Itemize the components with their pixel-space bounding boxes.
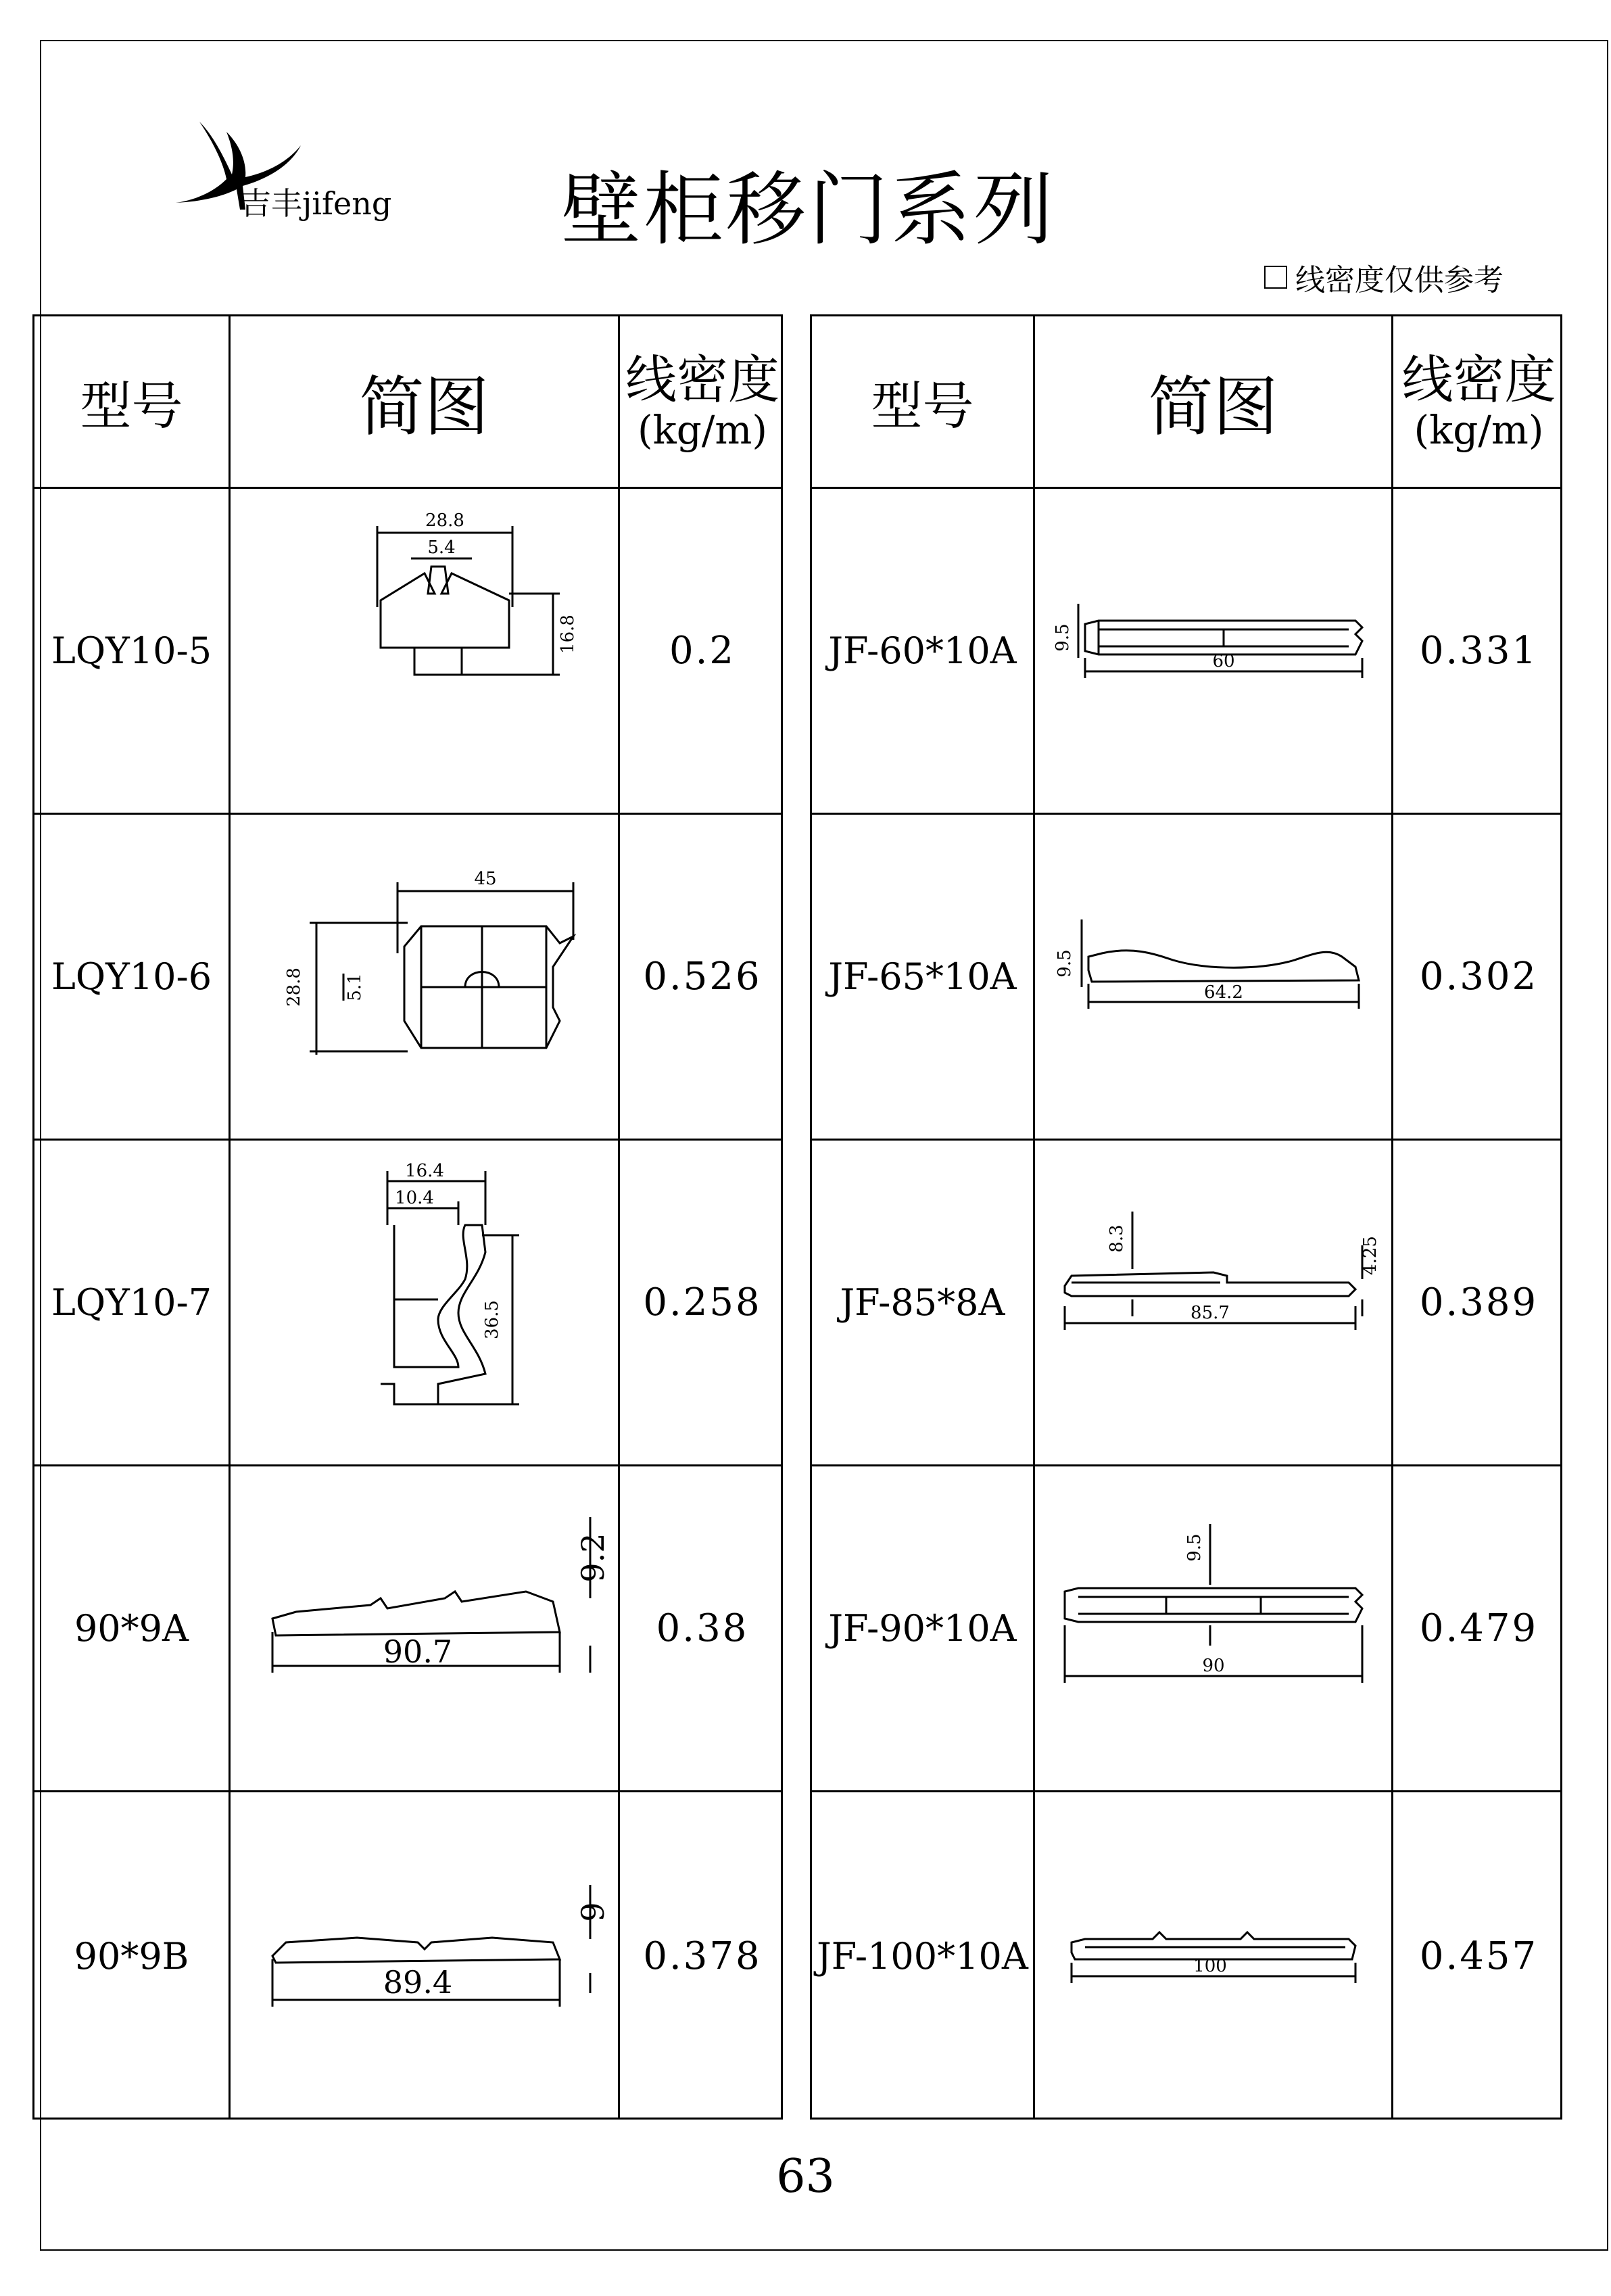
density-cell: 0.331	[1419, 629, 1539, 673]
density-cell: 0.526	[643, 955, 762, 999]
density-cell: 0.479	[1419, 1606, 1539, 1650]
density-cell: 0.457	[1419, 1934, 1539, 1978]
dimension-label: 10.4	[394, 1187, 434, 1208]
page-number: 63	[776, 2150, 835, 2203]
header-drawing: 简图	[1148, 368, 1278, 445]
header-density	[620, 316, 785, 487]
profile-drawing	[1035, 1466, 1391, 1790]
profile-drawing	[1035, 489, 1391, 813]
page-title: 壁柜移门系列	[561, 163, 1057, 256]
model-cell: JF-60*10A	[828, 629, 1017, 672]
dimension-label: 64.2	[1203, 982, 1243, 1003]
model-cell: LQY10-5	[51, 629, 212, 672]
dimension-label: 60	[1211, 650, 1235, 671]
dimension-label: 8.3	[1106, 1224, 1127, 1253]
dimension-label: 28.8	[425, 510, 464, 531]
logo-text: 吉丰jifeng	[240, 185, 392, 222]
dimension-label: 9.5	[1054, 949, 1075, 978]
dimension-label: 28.8	[283, 967, 304, 1007]
model-cell: LQY10-6	[51, 955, 212, 998]
header-density-label: 线密度	[625, 349, 779, 410]
dimension-label: 90.7	[383, 1633, 452, 1670]
header-drawing: 简图	[359, 368, 489, 445]
model-cell: 90*9A	[74, 1607, 189, 1650]
dimension-label: 85.7	[1190, 1302, 1230, 1323]
checkbox-square-icon	[1264, 266, 1287, 289]
profile-drawing	[231, 1141, 618, 1464]
density-cell: 0.258	[643, 1281, 762, 1324]
header-density	[1393, 316, 1564, 487]
profile-drawing	[1035, 1792, 1391, 2120]
dimension-label: 90	[1201, 1655, 1225, 1676]
model-cell: JF-85*8A	[840, 1281, 1005, 1324]
dimension-label: 16.4	[404, 1160, 444, 1181]
profile-drawing	[231, 815, 618, 1139]
model-cell: LQY10-7	[51, 1281, 212, 1324]
right-table	[810, 314, 1562, 2120]
dimension-label: 89.4	[383, 1964, 452, 2001]
density-note	[1264, 256, 1504, 299]
model-cell: JF-100*10A	[817, 1934, 1028, 1978]
dimension-label: 16.8	[557, 614, 578, 654]
model-cell: JF-90*10A	[828, 1607, 1017, 1650]
dimension-label: 5.1	[344, 972, 365, 1001]
header-density-unit: (kg/m)	[1414, 407, 1544, 454]
profile-drawing	[1035, 815, 1391, 1139]
model-cell: 90*9B	[74, 1934, 189, 1978]
density-cell: 0.38	[656, 1606, 749, 1650]
density-cell: 0.302	[1419, 955, 1539, 999]
dimension-label: 9.2	[574, 1532, 611, 1583]
header-density-unit: (kg/m)	[637, 407, 768, 454]
dimension-label: 5.4	[427, 537, 456, 558]
dimension-label: 36.5	[481, 1299, 502, 1339]
left-table	[32, 314, 783, 2120]
density-note-text: 线密度仅供参考	[1295, 263, 1504, 297]
profile-drawing	[231, 489, 618, 813]
dimension-label: 9.5	[1052, 623, 1073, 652]
company-logo	[172, 115, 416, 223]
dimension-label: 4.25	[1360, 1235, 1380, 1275]
dimension-label: 100	[1193, 1956, 1227, 1976]
density-cell: 0.378	[643, 1934, 762, 1978]
dimension-label: 45	[473, 868, 497, 889]
header-density-label: 线密度	[1401, 349, 1556, 410]
model-cell: JF-65*10A	[828, 955, 1017, 998]
density-cell: 0.389	[1419, 1281, 1539, 1324]
density-cell: 0.2	[669, 629, 736, 673]
dimension-label: 9	[574, 1902, 611, 1922]
dimension-label: 9.5	[1184, 1533, 1205, 1562]
profile-drawing	[231, 1792, 618, 2120]
profile-drawing	[231, 1466, 618, 1790]
header-model: 型号	[80, 375, 183, 436]
header-model: 型号	[871, 375, 974, 436]
profile-drawing	[1035, 1141, 1391, 1464]
